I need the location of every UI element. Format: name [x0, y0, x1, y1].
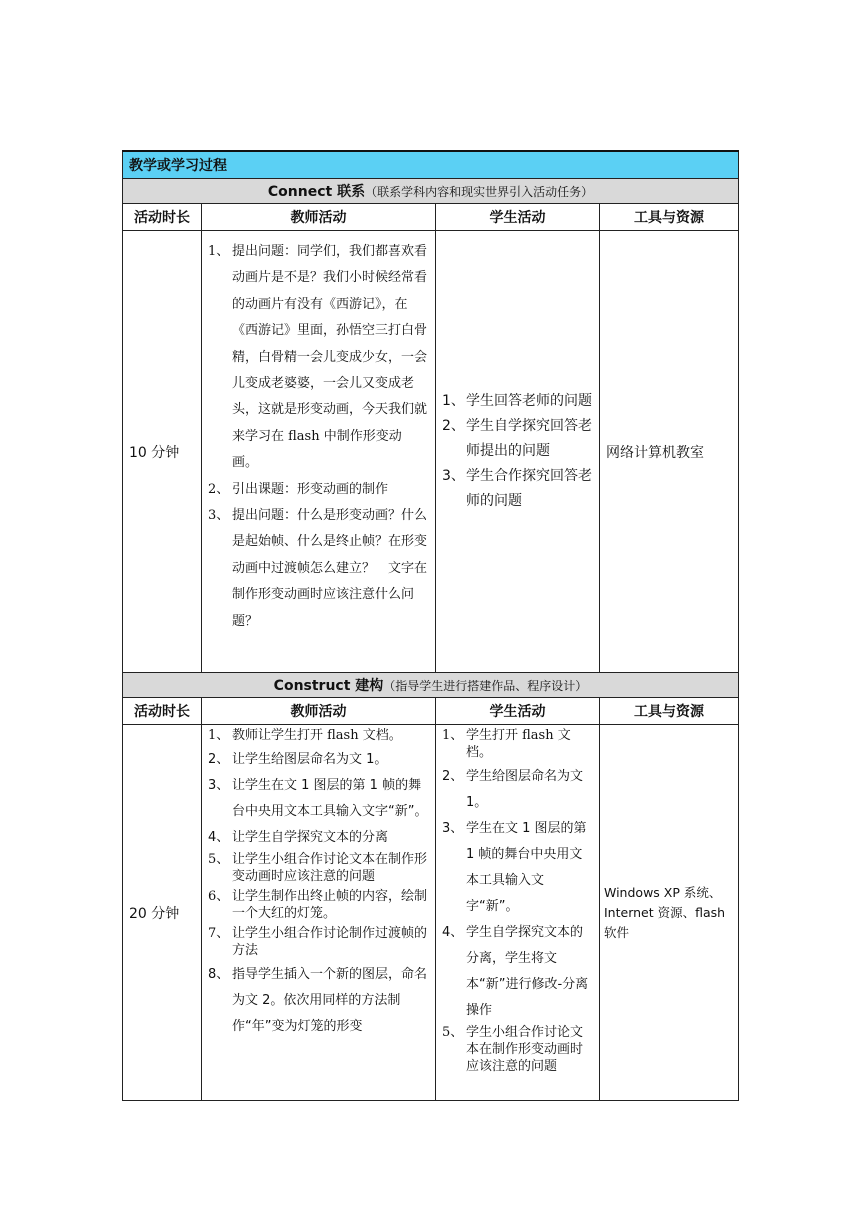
list-item — [436, 764, 595, 816]
item-text: 教师让学生打开 flash 文档。 — [232, 728, 402, 743]
list-item — [436, 920, 595, 1024]
connect-tools: 网络计算机教室 — [600, 231, 739, 673]
connect-teacher-list — [202, 239, 435, 635]
item-text: 学生合作探究回答老师的问题 — [466, 468, 592, 509]
col-header-teacher: 教师活动 — [202, 698, 436, 725]
section-connect-header — [123, 179, 739, 204]
item-number: 3、 — [442, 468, 465, 484]
item-number: 3、 — [442, 821, 464, 836]
item-number: 3、 — [208, 508, 230, 524]
item-text: 学生在文 1 图层的第 1 帧的舞台中央用文本工具输入文字“新”。 — [466, 821, 587, 914]
list-item — [202, 773, 435, 825]
item-number: 2、 — [442, 418, 465, 434]
item-number: 4、 — [442, 925, 464, 940]
item-text: 提出问题：什么是形变动画？什么是起始帧、什么是终止帧？在形变动画中过渡帧怎么建立？ 文字在制作形变动画时应该注意什么问题？ — [232, 508, 428, 629]
item-text: 指导学生插入一个新的图层，命名为文 2。依次用同样的方法制作“年”变为灯笼的形变 — [232, 967, 428, 1034]
col-header-tools: 工具与资源 — [600, 204, 739, 231]
connect-teacher-cell — [202, 231, 436, 673]
item-number: 1、 — [442, 393, 465, 409]
table-title: 教学或学习过程 — [123, 151, 739, 179]
list-item — [436, 727, 595, 761]
connect-student-list — [436, 389, 595, 514]
construct-teacher-list — [202, 727, 435, 1040]
item-number: 5、 — [442, 1025, 464, 1040]
list-item — [436, 414, 595, 464]
item-number: 1、 — [442, 728, 464, 743]
section-construct-header — [123, 673, 739, 698]
list-item — [436, 1024, 595, 1075]
list-item — [202, 503, 435, 635]
list-item — [436, 464, 595, 514]
item-number: 2、 — [208, 481, 230, 497]
item-number: 5、 — [208, 852, 230, 867]
list-item — [202, 825, 435, 851]
list-item — [202, 888, 435, 922]
item-number: 8、 — [208, 967, 230, 982]
list-item — [202, 851, 435, 885]
item-text: 学生给图层命名为文 1。 — [466, 769, 584, 810]
lesson-process-table — [122, 150, 739, 1101]
construct-duration: 20 分钟 — [123, 725, 202, 1101]
connect-duration: 10 分钟 — [123, 231, 202, 673]
list-item — [436, 816, 595, 920]
item-text: 引出课题：形变动画的制作 — [232, 481, 389, 497]
connect-student-cell — [436, 231, 600, 673]
col-header-tools: 工具与资源 — [600, 698, 739, 725]
construct-activity-row — [123, 725, 739, 1101]
col-header-student: 学生活动 — [436, 698, 600, 725]
col-header-duration: 活动时长 — [123, 204, 202, 231]
item-number: 4、 — [208, 830, 230, 845]
item-number: 6、 — [208, 889, 230, 904]
list-item — [202, 477, 435, 503]
item-number: 3、 — [208, 778, 230, 793]
item-number: 1、 — [208, 728, 230, 743]
section-connect-subtitle: （联系学科内容和现实世界引入活动任务） — [365, 185, 594, 199]
list-item — [202, 727, 435, 744]
item-text: 学生打开 flash 文档。 — [466, 728, 571, 760]
section-construct-title: Construct 建构 — [273, 678, 384, 694]
item-text: 让学生制作出终止帧的内容，绘制一个大红的灯笼。 — [232, 889, 428, 921]
item-text: 学生自学探究回答老师提出的问题 — [466, 418, 592, 459]
col-header-teacher: 教师活动 — [202, 204, 436, 231]
list-item — [202, 962, 435, 1040]
column-header-row-2 — [123, 698, 739, 725]
construct-student-cell — [436, 725, 600, 1101]
list-item — [436, 389, 595, 414]
item-text: 让学生小组合作讨论制作过渡帧的方法 — [232, 926, 428, 958]
item-number: 7、 — [208, 926, 230, 941]
section-connect-title: Connect 联系 — [267, 184, 366, 200]
item-text: 学生回答老师的问题 — [466, 393, 592, 409]
list-item — [202, 747, 435, 773]
column-header-row-1 — [123, 204, 739, 231]
connect-activity-row — [123, 231, 739, 673]
construct-teacher-cell — [202, 725, 436, 1101]
section-row-construct — [123, 673, 739, 698]
item-text: 让学生自学探究文本的分离 — [232, 830, 389, 845]
construct-student-list — [436, 727, 595, 1075]
list-item — [202, 239, 435, 477]
item-text: 提出问题：同学们，我们都喜欢看动画片是不是？我们小时候经常看的动画片有没有《西游记》，在《西游记》里面，孙悟空三打白骨精，白骨精一会儿变成少女，一会儿变成老婆婆，一会儿又变成老头，这就是形变动画，今天我们就来学习在 flash 中制作形变动画。 — [232, 244, 428, 471]
title-row — [123, 151, 739, 179]
section-construct-subtitle: （指导学生进行搭建作品、程序设计） — [383, 679, 588, 693]
item-text: 让学生给图层命名为文 1。 — [232, 752, 388, 767]
item-text: 学生小组合作讨论文本在制作形变动画时应该注意的问题 — [466, 1025, 584, 1074]
construct-tools: Windows XP 系统、Internet 资源、flash 软件 — [600, 725, 739, 1101]
item-text: 让学生小组合作讨论文本在制作形变动画时应该注意的问题 — [232, 852, 428, 884]
item-number: 2、 — [442, 769, 464, 784]
section-row-connect — [123, 179, 739, 204]
list-item — [202, 925, 435, 959]
item-number: 2、 — [208, 752, 230, 767]
col-header-student: 学生活动 — [436, 204, 600, 231]
item-text: 学生自学探究文本的分离，学生将文本“新”进行修改-分离操作 — [466, 925, 589, 1018]
col-header-duration: 活动时长 — [123, 698, 202, 725]
item-text: 让学生在文 1 图层的第 1 帧的舞台中央用文本工具输入文字“新”。 — [232, 778, 428, 819]
item-number: 1、 — [208, 244, 230, 259]
